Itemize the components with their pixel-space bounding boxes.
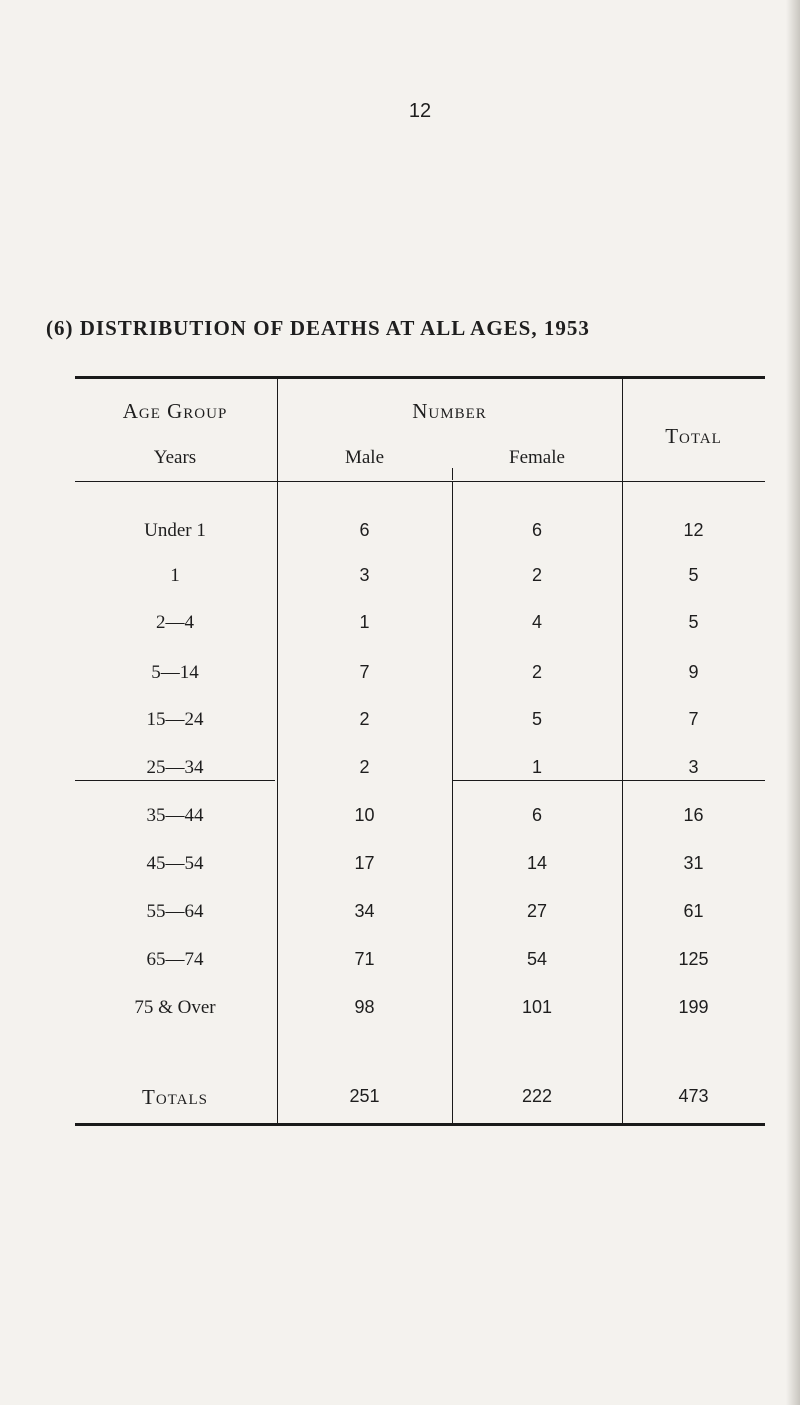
age-cell: 45—54: [146, 853, 204, 874]
female-cell: 2: [531, 662, 542, 682]
total-cell: 16: [683, 805, 704, 825]
table-top-rule: [75, 376, 765, 379]
age-cell: 25—34: [146, 757, 204, 778]
male-cell: 1: [359, 612, 370, 632]
page-edge-shadow: [786, 0, 800, 1405]
total-cell: 12: [683, 520, 704, 540]
table-row: [0, 565, 800, 595]
page-number: 12: [408, 100, 432, 122]
male-cell: 6: [359, 520, 370, 540]
table-bottom-rule: [75, 1123, 765, 1126]
total-cell: 199: [678, 997, 709, 1017]
table-row: [0, 612, 800, 642]
female-cell: 1: [531, 757, 542, 777]
male-cell: 7: [359, 662, 370, 682]
female-cell: 101: [521, 997, 553, 1017]
totals-label: Totals: [142, 1085, 208, 1109]
male-cell: 98: [354, 997, 375, 1017]
total-cell: 31: [683, 853, 704, 873]
header-years: Years: [153, 447, 197, 468]
female-cell: 2: [531, 565, 542, 585]
total-cell: 61: [683, 901, 704, 921]
column-divider-tick: [452, 468, 453, 480]
female-cell: 5: [531, 709, 542, 729]
age-cell: 65—74: [146, 949, 204, 970]
age-cell: 15—24: [146, 709, 204, 730]
header-male: Male: [344, 447, 385, 468]
table-row: [0, 709, 800, 739]
header-female: Female: [509, 447, 565, 468]
age-cell: 2—4: [156, 612, 194, 633]
title-text: DISTRIBUTION OF DEATHS AT ALL AGES, 1953: [79, 316, 590, 340]
header-age-group: Age Group: [122, 399, 228, 423]
female-cell: 4: [531, 612, 542, 632]
total-cell: 125: [678, 949, 709, 969]
female-cell: 27: [526, 901, 548, 921]
header-rule: [75, 481, 765, 482]
header-total: Total: [665, 424, 722, 448]
female-cell: 54: [526, 949, 548, 969]
male-cell: 2: [359, 757, 370, 777]
total-cell: 7: [688, 709, 699, 729]
age-cell: 35—44: [146, 805, 204, 826]
male-cell: 17: [354, 853, 375, 873]
table-row: [0, 997, 800, 1027]
table-row: [0, 757, 800, 787]
table-title: [46, 316, 590, 341]
title-prefix: (6): [46, 316, 74, 340]
female-cell: 6: [531, 520, 542, 540]
table-row: [0, 662, 800, 692]
totals-female: 222: [521, 1086, 553, 1106]
male-cell: 2: [359, 709, 370, 729]
total-cell: 9: [688, 662, 699, 682]
table-row: [0, 520, 800, 550]
age-cell: 1: [170, 565, 180, 586]
female-cell: 6: [531, 805, 542, 825]
table-row: [0, 949, 800, 979]
table-row: [0, 853, 800, 883]
age-cell: Under 1: [144, 520, 206, 541]
totals-male: 251: [349, 1086, 380, 1106]
table-row: [0, 901, 800, 931]
male-cell: 71: [354, 949, 375, 969]
table-row: [0, 805, 800, 835]
total-cell: 5: [688, 565, 699, 585]
male-cell: 34: [354, 901, 375, 921]
totals-total: 473: [678, 1086, 709, 1106]
age-cell: 5—14: [151, 662, 199, 683]
male-cell: 3: [359, 565, 370, 585]
age-cell: 75 & Over: [134, 997, 216, 1018]
male-cell: 10: [354, 805, 375, 825]
total-cell: 3: [688, 757, 699, 777]
female-cell: 14: [526, 853, 548, 873]
total-cell: 5: [688, 612, 699, 632]
header-number: Number: [412, 399, 487, 423]
age-cell: 55—64: [146, 901, 204, 922]
